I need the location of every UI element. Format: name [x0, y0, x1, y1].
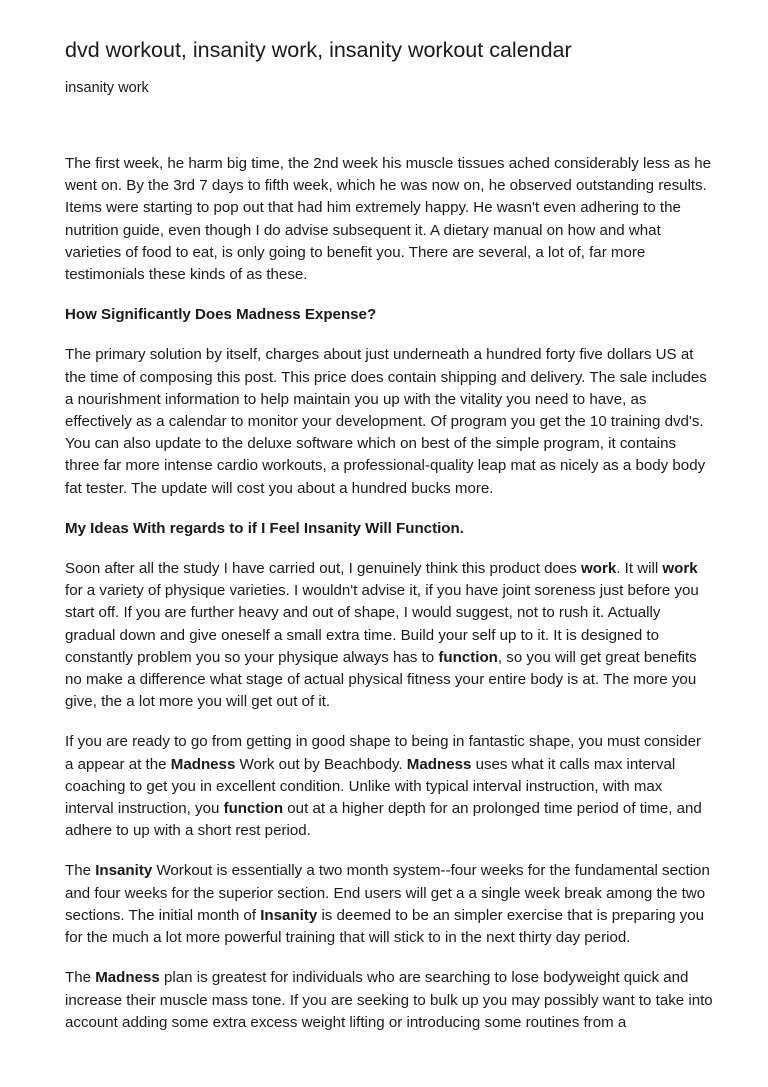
bold-keyword: work	[581, 560, 617, 578]
document-body	[65, 153, 713, 1034]
text-run: plan is greatest for individuals who are searching to lose bodyweight quick and increase their muscle mass tone. If you are seeking to bulk up you may possibly want to take into account adding some extra excess weight lifting or introducing some routines from a	[65, 969, 713, 1031]
paragraph-2: The primary solution by itself, charges about just underneath a hundred forty five dollars US at the time of composing this post. This price does contain shipping and delivery. The sale includes a nourishment information to help maintain you up with the vitality you need to have, as effectively as a calendar to monitor your development. Of program you get the 10 training dvd's. You can also update to the deluxe software which on best of the simple program, it contains three far more intense cardio workouts, a professional-quality leap mat as nicely as a body body fat tester. The update will cost you about a hundred bucks more.	[65, 346, 707, 497]
bold-keyword: function	[438, 648, 498, 666]
text-run: is deemed to be an simpler exercise that is preparing you for the much a lot more powerful training that will stick to in the next thirty day period.	[65, 906, 705, 947]
bold-keyword: work	[662, 560, 698, 578]
bold-keyword: Madness	[170, 755, 236, 773]
text-run: uses what it calls max interval coaching to get you in excellent condition. Unlike with typical interval instruction, with max interval instruction, you	[65, 755, 676, 818]
paragraph-3	[65, 558, 713, 713]
bold-keyword: Madness	[95, 969, 160, 987]
bold-keyword: Madness	[406, 755, 472, 773]
text-run: Work out by Beachbody.	[235, 755, 407, 773]
text-run: for a variety of physique varieties. I wouldn't advise it, if you have joint soreness just before you start off. If you are further heavy and out of shape, I would suggest, not to rush it. Actually gradual down and give oneself a small extra time. Build your self up to it. It is designed to constantly problem you so your physique always has to	[65, 582, 699, 666]
text-run: If you are ready to go from getting in good shape to being in fantastic shape, you must consider a appear at the	[65, 733, 702, 773]
bold-keyword: function	[223, 800, 284, 818]
bold-keyword: Insanity	[95, 862, 153, 880]
paragraph-6	[65, 967, 713, 1034]
text-run: The	[65, 862, 96, 880]
paragraph-5	[65, 860, 713, 949]
text-run: Soon after all the study I have carried out, I genuinely think this product does	[65, 560, 582, 578]
document-subtitle: insanity work	[65, 80, 149, 96]
bold-keyword: Insanity	[260, 906, 318, 924]
text-run: . It will	[616, 560, 663, 578]
document-title: dvd workout, insanity work, insanity workout calendar	[65, 38, 572, 62]
text-run: , so you will get great benefits no make a difference what stage of actual physical fitness your entire body is at. The more you give, the a lot more you will get out of it.	[65, 648, 697, 711]
section-heading-ideas: My Ideas With regards to if I Feel Insanity Will Function.	[65, 519, 464, 537]
section-heading-cost: How Significantly Does Madness Expense?	[65, 306, 377, 324]
text-run: out at a higher depth for an prolonged time period of time, and adhere to up with a short rest period.	[65, 800, 702, 840]
text-run: Workout is essentially a two month system--four weeks for the fundamental section and four weeks for the superior section. End users will get a a single week break among the two sections. The initial month of	[65, 862, 710, 924]
text-run: The	[65, 969, 96, 987]
paragraph-4	[65, 731, 713, 842]
paragraph-1: The first week, he harm big time, the 2nd week his muscle tissues ached considerably less as he went on. By the 3rd 7 days to fifth week, which he was now on, he observed outstanding results. Items were starting to pop out that had him extremely happy. He wasn't even adhering to the nutrition guide, even though I do advise subsequent it. A dietary manual on how and what varieties of food to eat, is only going to benefit you. There are several, a lot of, far more testimonials these kinds of as these.	[65, 155, 711, 284]
